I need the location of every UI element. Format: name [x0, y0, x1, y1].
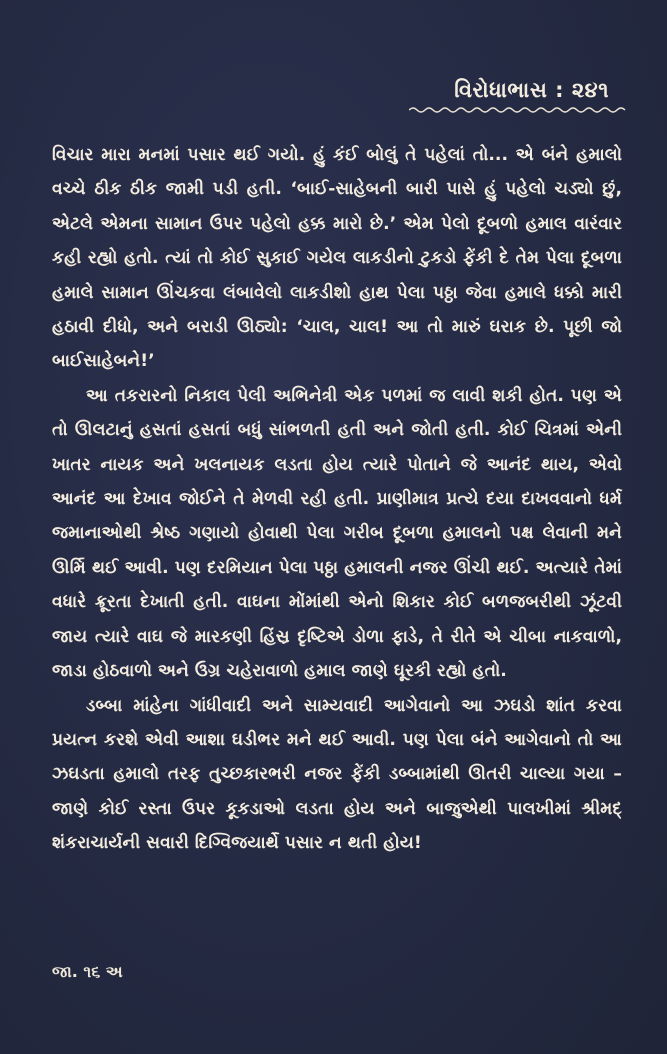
running-header: વિરોધાભાસ : ૨૪૧	[454, 78, 609, 102]
header-wavy-rule	[409, 106, 627, 114]
paragraph-2: આ તકરારનો નિકાલ પેલી અભિનેત્રી એક પળમાં જ લાવી શકી હોત. પણ એ તો ઊલટાનું હસતાં હસતાં બધું સાંભળતી હતી અને જોતી હતી. કોઈ ચિત્રમાં એની ખાતર નાયક અને ખલનાયક લડતા હોય ત્યારે પોતાને જે આનંદ થાય, એવો આનંદ આ દેખાવ જોઈને તે મેળવી રહી હતી. પ્રાણીમાત્ર પ્રત્યે દયા દાખવવાનો ધર્મ જમાનાઓથી શ્રેષ્ઠ ગણાયો હોવાથી પેલા ગરીબ દૂબળા હમાલનો પક્ષ લેવાની મને ઊર્મિ થઈ આવી. પણ દરમિયાન પેલા પઠ્ઠા હમાલની નજર ઊંચી થઈ. અત્યારે તેમાં વધારે ક્રૂરતા દેખાતી હતી. વાઘના મોંમાંથી એનો શિકાર કોઈ બળજબરીથી ઝૂંટવી જાય ત્યારે વાઘ જે મારકણી હિંસ્ર દૃષ્ટિએ ડોળા ફાડે, તે રીતે એ ચીબા નાકવાળો, જાડા હોઠવાળો અને ઉગ્ર ચહેરાવાળો હમાલ જાણે ઘૂરકી રહ્યો હતો.	[52, 385, 622, 682]
paragraph-3: ડબ્બા માંહેના ગાંધીવાદી અને સામ્યવાદી આગેવાનો આ ઝઘડો શાંત કરવા પ્રયત્ન કરશે એવી આશા ઘડીભર મને થઈ આવી. પણ પેલા બંને આગેવાનો તો આ ઝઘડતા હમાલો તરફ તુચ્છકારભરી નજર ફેંકી ડબ્બામાંથી ઊતરી ચાલ્યા ગયા – જાણે કોઈ રસ્તા ઉપર કૂકડાઓ લડતા હોય અને બાજુએથી પાલખીમાં શ્રીમદ્ શંકરાચાર્યની સવારી દિગ્વિજયાર્થે પસાર ન થતી હોય!	[52, 695, 622, 854]
signature-mark: જા. ૧૬ અ	[52, 962, 123, 981]
body-text	[52, 138, 622, 861]
paragraph-1: વિચાર મારા મનમાં પસાર થઈ ગયો. હું કંઈ બોલું તે પહેલાં તો... એ બંને હમાલો વચ્ચે ઠીક ઠીક જામી પડી હતી. ‘બાઈ-સાહેબની બારી પાસે હું પહેલો ચડ્યો છું, એટલે એમના સામાન ઉપર પહેલો હક્ક મારો છે.’ એમ પેલો દૂબળો હમાલ વારંવાર કહી રહ્યો હતો. ત્યાં તો કોઈ સુકાઈ ગયેલ લાકડીનો ટુકડો ફેંકી દે તેમ પેલા દૂબળા હમાલે સામાન ઊંચકવા લંબાવેલો લાકડીશો હાથ પેલા પઠ્ઠા જેવા હમાલે ધક્કો મારી હઠાવી દીધો, અને બરાડી ઊઠ્યો: ‘ચાલ, ચાલ! આ તો મારું ઘરાક છે. પૂછી જો બાઈસાહેબને!’	[52, 145, 622, 372]
